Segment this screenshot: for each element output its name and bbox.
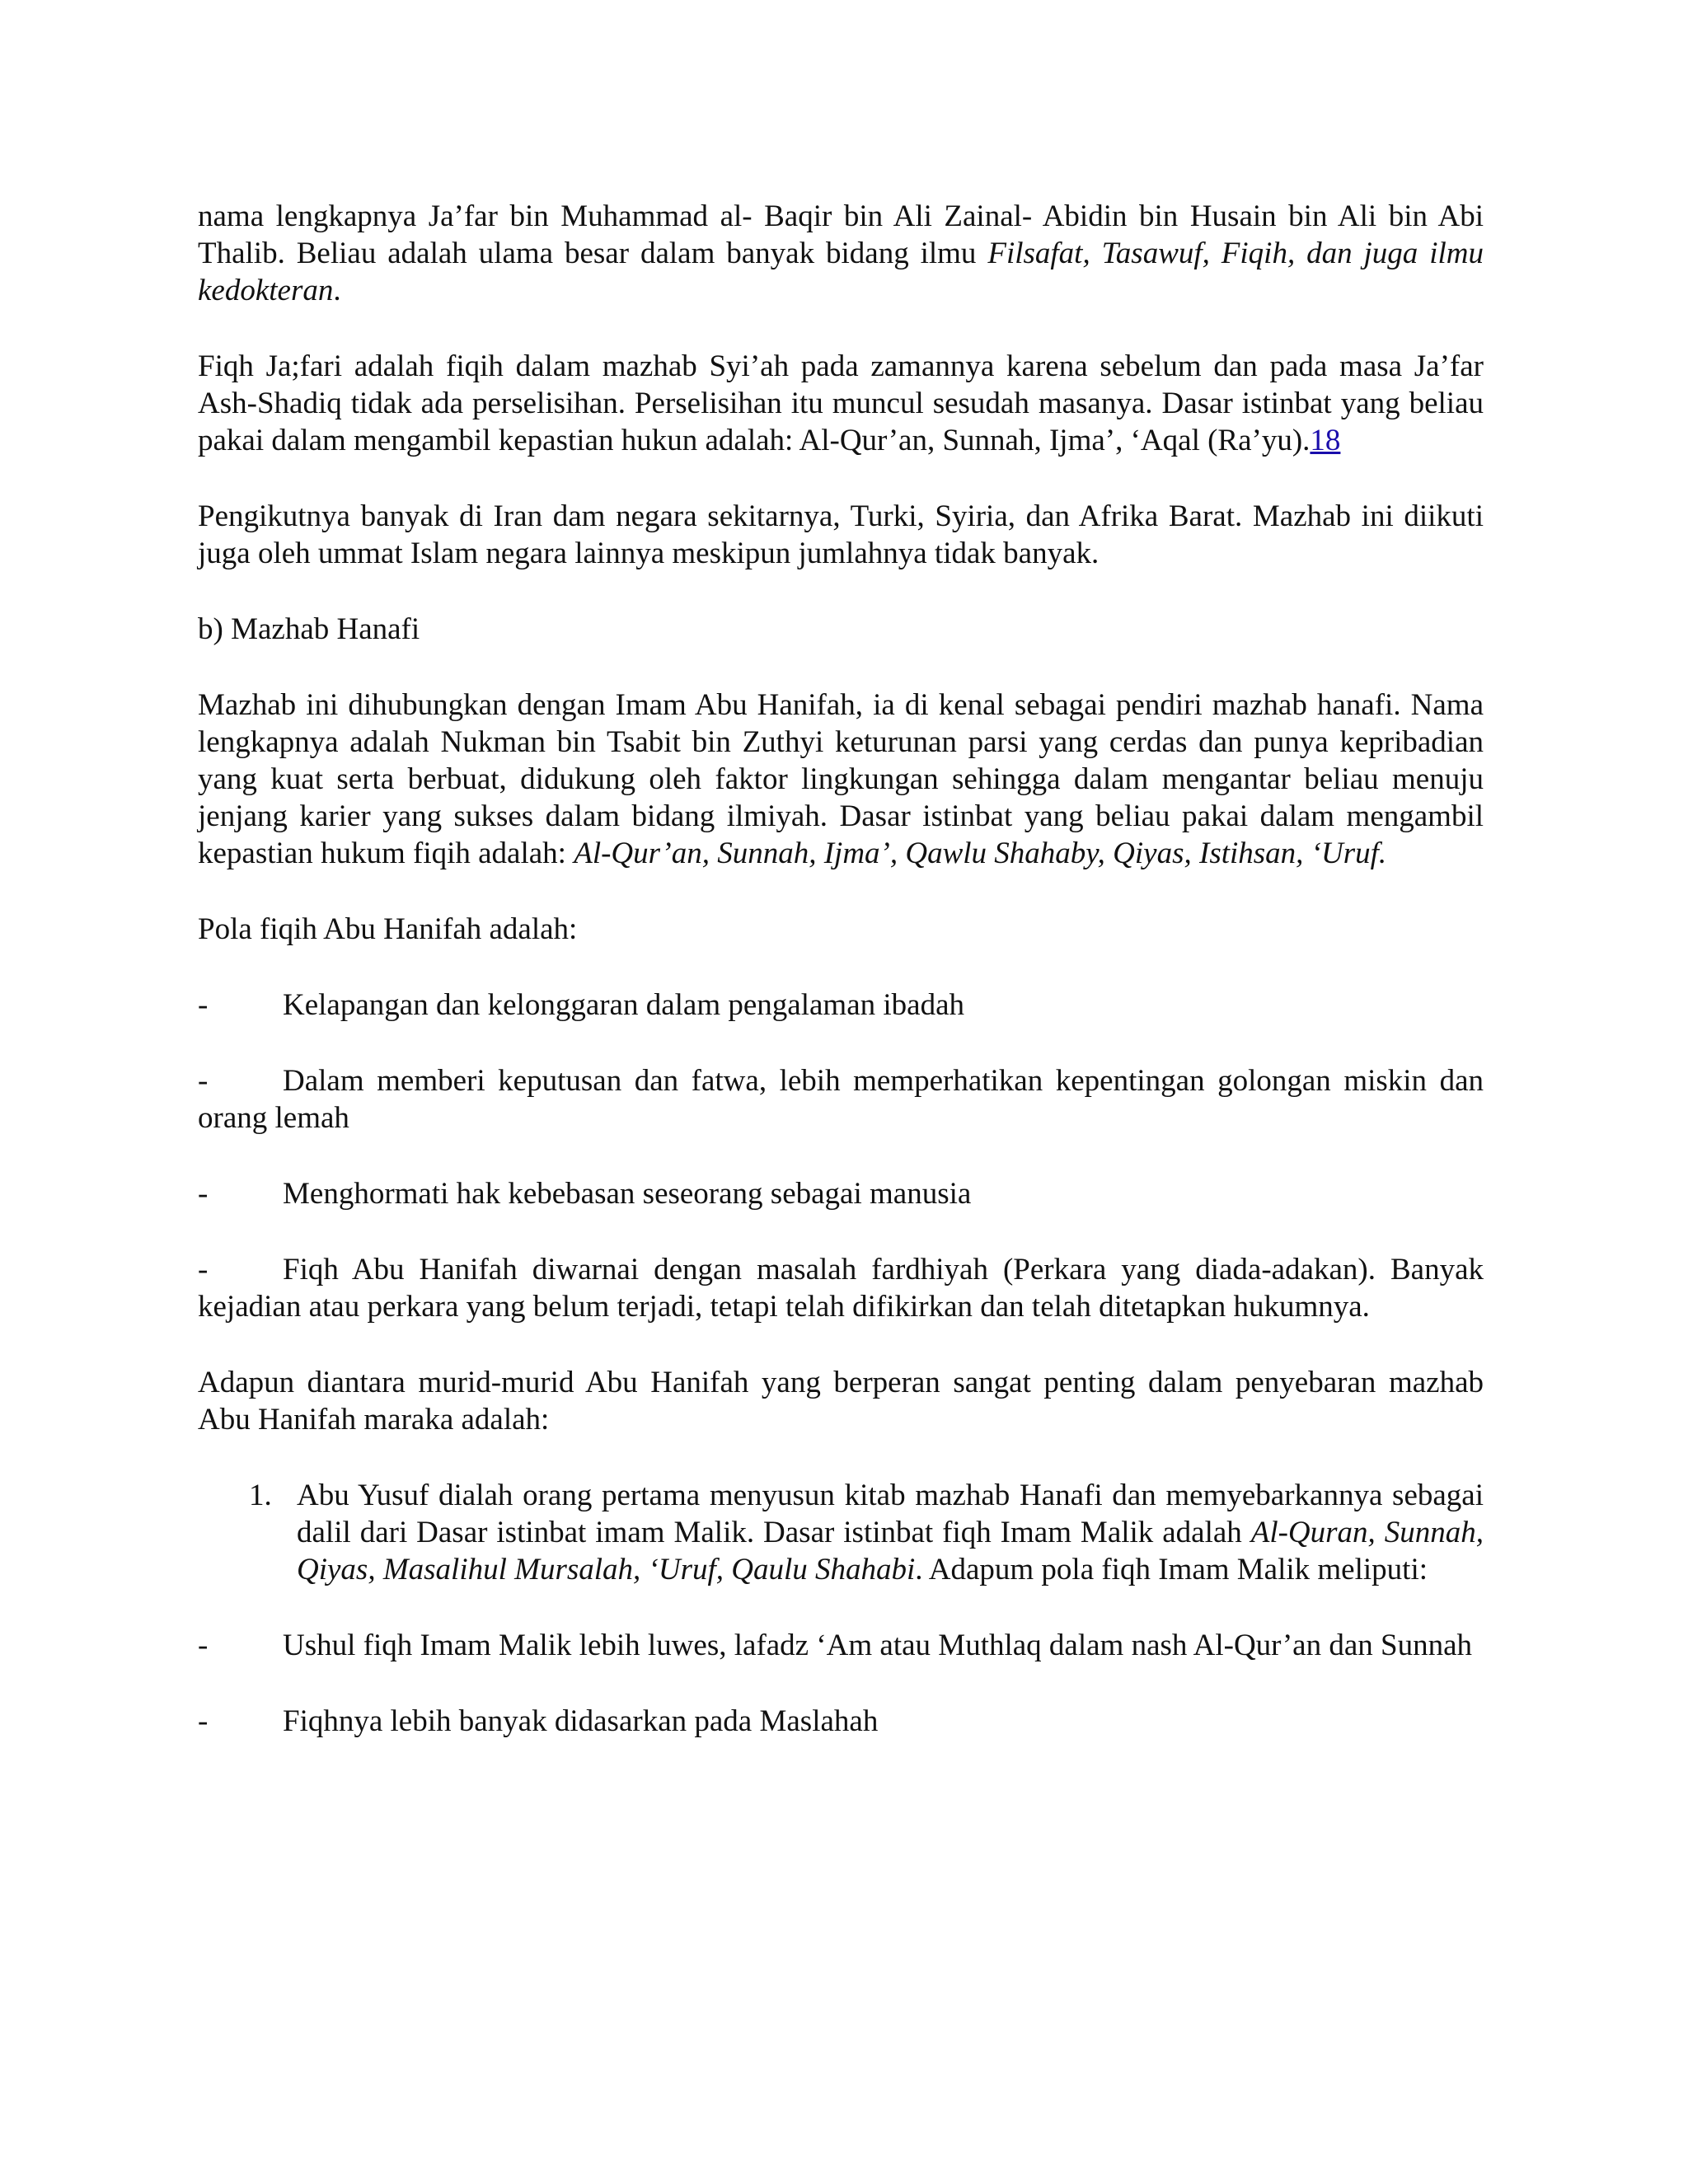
italic-istinbat-sources: Al-Qur’an, Sunnah, Ijma’, Qawlu Shahaby, Qiyas, Istihsan, ‘Uruf. — [574, 837, 1387, 870]
paragraph-text: Pengikutnya banyak di Iran dam negara sekitarnya, Turki, Syiria, dan Afrika Barat. Mazhab ini diikuti juga oleh ummat Islam negara lainnya meskipun jumlahnya tidak banyak. — [198, 499, 1484, 570]
list-item — [198, 1175, 1484, 1212]
paragraph-text: Mazhab ini dihubungkan dengan Imam Abu Hanifah, ia di kenal sebagai pendiri mazhab hanafi. Nama lengkapnya adalah Nukman bin Tsabit bin Zuthyi keturunan parsi yang cerdas dan punya kepribadian yang kuat serta berbuat, didukung oleh faktor lingkungan sehingga dalam mengantar beliau menuju jenjang karier yang sukses dalam bidang ilmiyah. Dasar istinbat yang beliau pakai dalam mengambil kepastian hukum fiqih adalah: — [198, 688, 1484, 870]
paragraph-text: Pola fiqih Abu Hanifah adalah: — [198, 912, 578, 946]
list-item-text: Abu Yusuf dialah orang pertama menyusun kitab mazhab Hanafi dan memyebarkannya sebagai dalil dari Dasar istinbat imam Malik. Dasar istinbat fiqh Imam Malik adalah — [297, 1479, 1484, 1549]
document-page — [198, 198, 1484, 1779]
paragraph-jafar-intro — [198, 198, 1484, 309]
list-item-text: Dalam memberi keputusan dan fatwa, lebih memperhatikan kepentingan golongan miskin dan orang lemah — [198, 1064, 1484, 1135]
paragraph-text: Adapun diantara murid-murid Abu Hanifah yang berperan sangat penting dalam penyebaran mazhab Abu Hanifah maraka adalah: — [198, 1366, 1484, 1436]
paragraph-abu-hanifah — [198, 687, 1484, 872]
list-item — [198, 1703, 1484, 1740]
paragraph-fiqh-jafari — [198, 348, 1484, 459]
numbered-list — [198, 1477, 1484, 1588]
list-item — [198, 987, 1484, 1024]
list-dash: - — [198, 1253, 209, 1286]
list-dash: - — [198, 988, 209, 1022]
list-number: 1. — [249, 1479, 272, 1512]
footnote-link-18[interactable]: 18 — [1310, 424, 1341, 457]
list-item-text: Fiqhnya lebih banyak didasarkan pada Maslahah — [283, 1704, 879, 1738]
section-heading-mazhab-hanafi — [198, 611, 1484, 648]
list-dash: - — [198, 1177, 209, 1211]
paragraph-pola-fiqih — [198, 911, 1484, 948]
paragraph-text: nama lengkapnya Ja’far bin Muhammad al- Baqir bin Ali Zainal- Abidin bin Husain bin Ali bin Abi Thalib. Beliau adalah ulama besar dalam banyak bidang ilmu — [198, 199, 1484, 270]
italic-fields-of-knowledge: Filsafat, Tasawuf, Fiqih, dan juga ilmu kedokteran — [198, 237, 1484, 307]
paragraph-followers — [198, 498, 1484, 572]
list-dash: - — [198, 1629, 209, 1662]
list-item — [198, 1627, 1484, 1664]
paragraph-murid-abu-hanifah — [198, 1364, 1484, 1438]
paragraph-end: . — [333, 274, 341, 307]
italic-istinbat-sources: Al-Quran, Sunnah, Qiyas, Masalihul Mursalah, ‘Uruf, Qaulu Shahabi — [297, 1516, 1484, 1586]
list-item — [198, 1251, 1484, 1325]
numbered-list-item — [198, 1477, 1484, 1588]
list-item-text: Kelapangan dan kelonggaran dalam pengalaman ibadah — [283, 988, 965, 1022]
list-item — [198, 1062, 1484, 1137]
paragraph-text: Fiqh Ja;fari adalah fiqih dalam mazhab Syi’ah pada zamannya karena sebelum dan pada masa Ja’far Ash-Shadiq tidak ada perselisihan. Perselisihan itu muncul sesudah masanya. Dasar istinbat yang beliau pakai dalam mengambil kepastian hukun adalah: Al-Qur’an, Sunnah, Ijma’, ‘Aqal (Ra’yu). — [198, 349, 1484, 457]
list-item-text: Fiqh Abu Hanifah diwarnai dengan masalah fardhiyah (Perkara yang diada-adakan). Banyak kejadian atau perkara yang belum terjadi, tetapi telah difikirkan dan telah ditetapkan hukumnya. — [198, 1253, 1484, 1324]
list-dash: - — [198, 1064, 209, 1098]
list-dash: - — [198, 1704, 209, 1738]
list-item-text: Menghormati hak kebebasan seseorang sebagai manusia — [283, 1177, 972, 1211]
heading-text: b) Mazhab Hanafi — [198, 612, 420, 646]
list-item-end: . Adapum pola fiqh Imam Malik meliputi: — [915, 1553, 1428, 1586]
list-item-text: Ushul fiqh Imam Malik lebih luwes, lafadz ‘Am atau Muthlaq dalam nash Al-Qur’an dan Sunnah — [283, 1629, 1473, 1662]
